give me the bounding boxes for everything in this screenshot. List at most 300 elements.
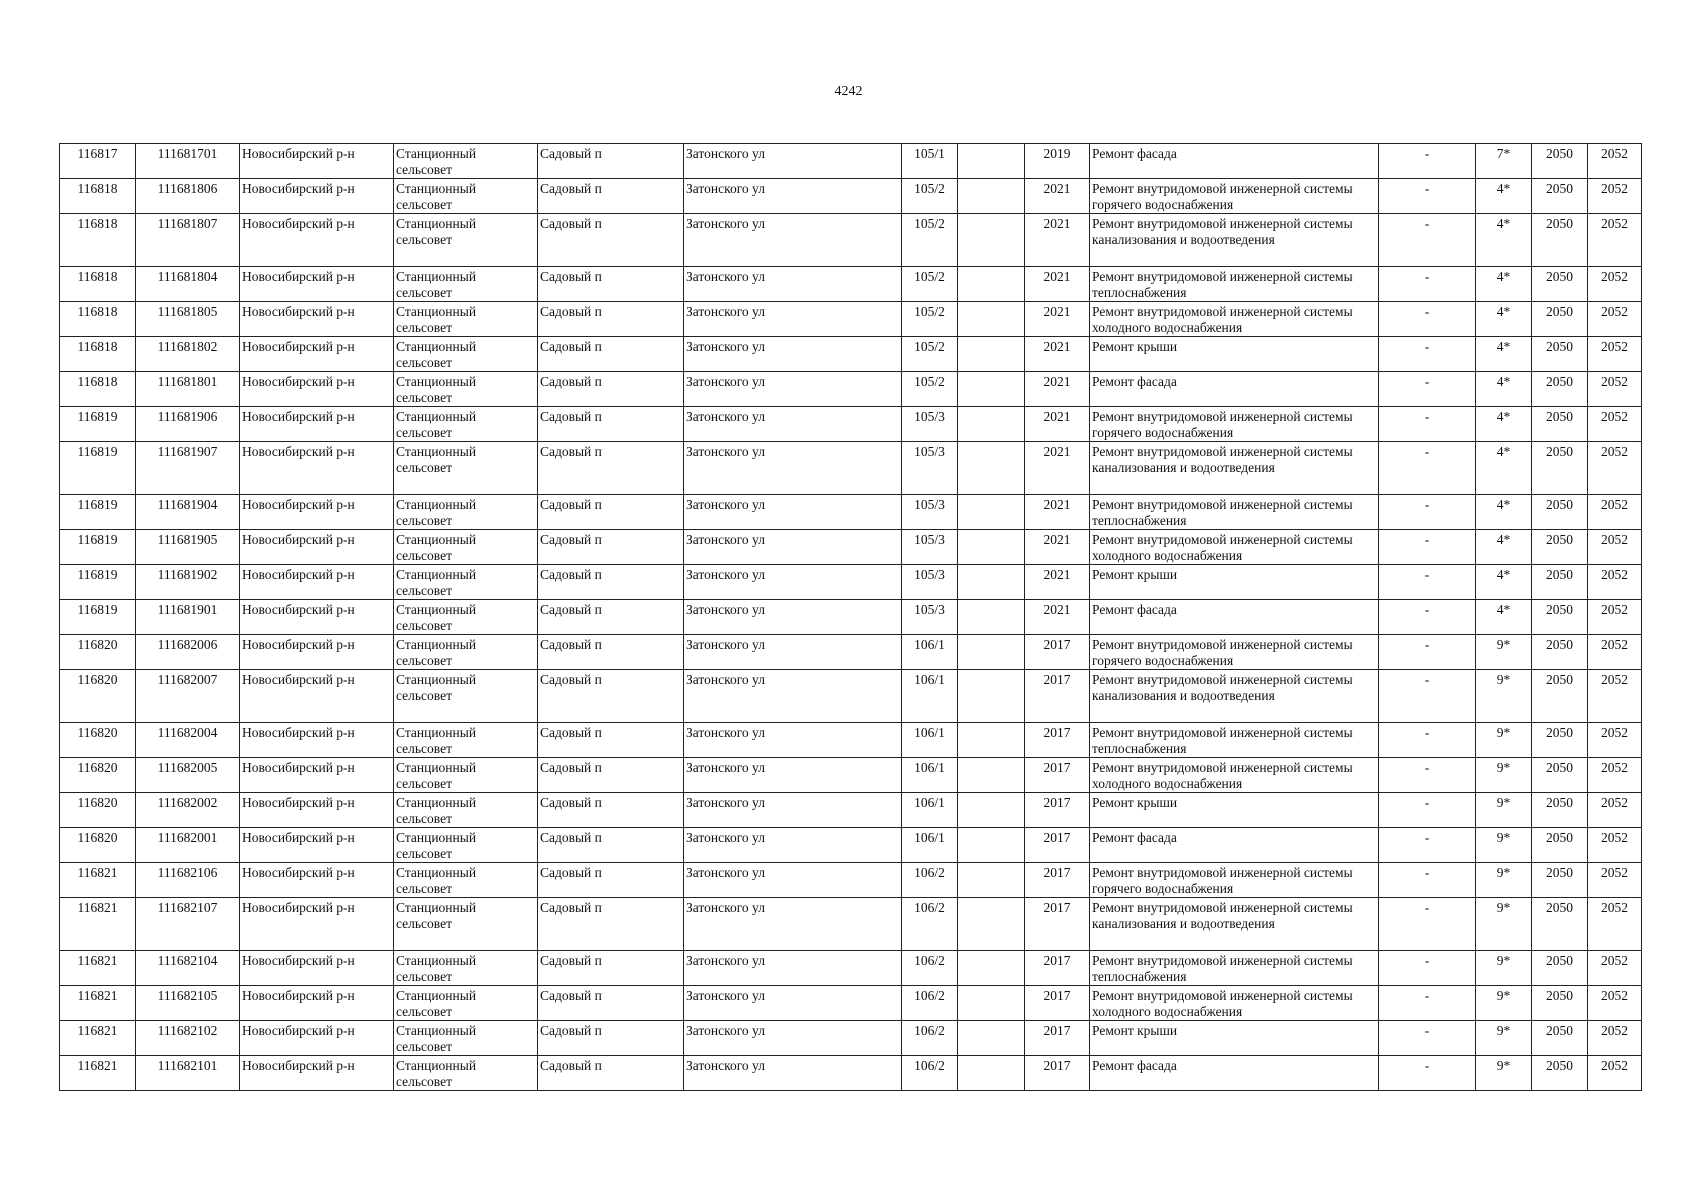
street-cell: Затонского ул [684,337,902,372]
municipality-cell: Станционный сельсовет [394,828,538,863]
table-row [60,986,1642,1021]
year-cell: 2021 [1025,337,1090,372]
year-cell: 2017 [1025,758,1090,793]
year-cell: 2017 [1025,1021,1090,1056]
settlement-cell: Садовый п [538,442,684,495]
dash-cell: - [1379,337,1476,372]
start-year-cell: 2050 [1532,442,1588,495]
dash-cell: - [1379,793,1476,828]
settlement-cell: Садовый п [538,758,684,793]
year-cell: 2017 [1025,670,1090,723]
settlement-cell: Садовый п [538,898,684,951]
start-year-cell: 2050 [1532,600,1588,635]
street-cell: Затонского ул [684,986,902,1021]
year-cell: 2021 [1025,372,1090,407]
floors-cell: 4* [1476,495,1532,530]
house-number-cell: 106/2 [902,863,958,898]
house-id-cell: 116819 [60,565,136,600]
end-year-cell: 2052 [1588,407,1642,442]
municipality-cell: Станционный сельсовет [394,179,538,214]
dash-cell: - [1379,1021,1476,1056]
house-number-cell: 106/2 [902,1056,958,1091]
floors-cell: 4* [1476,214,1532,267]
work-id-cell: 111681902 [136,565,240,600]
year-cell: 2021 [1025,495,1090,530]
house-id-cell: 116820 [60,828,136,863]
house-id-cell: 116818 [60,337,136,372]
building-cell [958,758,1025,793]
end-year-cell: 2052 [1588,758,1642,793]
dash-cell: - [1379,828,1476,863]
end-year-cell: 2052 [1588,530,1642,565]
work-type-cell: Ремонт внутридомовой инженерной системы горячего водоснабжения [1090,407,1379,442]
table-row [60,723,1642,758]
settlement-cell: Садовый п [538,267,684,302]
start-year-cell: 2050 [1532,1056,1588,1091]
table-row [60,267,1642,302]
municipality-cell: Станционный сельсовет [394,407,538,442]
work-type-cell: Ремонт внутридомовой инженерной системы канализования и водоотведения [1090,214,1379,267]
municipality-cell: Станционный сельсовет [394,986,538,1021]
work-id-cell: 111682001 [136,828,240,863]
start-year-cell: 2050 [1532,144,1588,179]
building-cell [958,337,1025,372]
start-year-cell: 2050 [1532,565,1588,600]
table-row [60,600,1642,635]
street-cell: Затонского ул [684,214,902,267]
work-id-cell: 111681905 [136,530,240,565]
street-cell: Затонского ул [684,495,902,530]
building-cell [958,828,1025,863]
municipality-cell: Станционный сельсовет [394,635,538,670]
street-cell: Затонского ул [684,758,902,793]
house-number-cell: 106/2 [902,898,958,951]
end-year-cell: 2052 [1588,793,1642,828]
year-cell: 2019 [1025,144,1090,179]
municipality-cell: Станционный сельсовет [394,863,538,898]
street-cell: Затонского ул [684,670,902,723]
work-type-cell: Ремонт внутридомовой инженерной системы канализования и водоотведения [1090,442,1379,495]
table-row [60,1056,1642,1091]
end-year-cell: 2052 [1588,863,1642,898]
street-cell: Затонского ул [684,407,902,442]
work-id-cell: 111681907 [136,442,240,495]
dash-cell: - [1379,372,1476,407]
district-cell: Новосибирский р-н [240,898,394,951]
building-cell [958,1056,1025,1091]
district-cell: Новосибирский р-н [240,635,394,670]
house-id-cell: 116820 [60,723,136,758]
building-cell [958,986,1025,1021]
table-row [60,828,1642,863]
year-cell: 2021 [1025,302,1090,337]
district-cell: Новосибирский р-н [240,530,394,565]
municipality-cell: Станционный сельсовет [394,442,538,495]
dash-cell: - [1379,565,1476,600]
work-type-cell: Ремонт внутридомовой инженерной системы теплоснабжения [1090,267,1379,302]
year-cell: 2021 [1025,530,1090,565]
floors-cell: 4* [1476,302,1532,337]
table-row [60,214,1642,267]
start-year-cell: 2050 [1532,1021,1588,1056]
district-cell: Новосибирский р-н [240,442,394,495]
house-id-cell: 116821 [60,898,136,951]
settlement-cell: Садовый п [538,793,684,828]
dash-cell: - [1379,898,1476,951]
municipality-cell: Станционный сельсовет [394,670,538,723]
municipality-cell: Станционный сельсовет [394,495,538,530]
end-year-cell: 2052 [1588,337,1642,372]
table-row [60,495,1642,530]
dash-cell: - [1379,407,1476,442]
district-cell: Новосибирский р-н [240,179,394,214]
house-id-cell: 116819 [60,407,136,442]
work-id-cell: 111681805 [136,302,240,337]
house-number-cell: 105/2 [902,337,958,372]
house-number-cell: 105/2 [902,267,958,302]
year-cell: 2017 [1025,1056,1090,1091]
district-cell: Новосибирский р-н [240,337,394,372]
year-cell: 2021 [1025,407,1090,442]
street-cell: Затонского ул [684,1056,902,1091]
end-year-cell: 2052 [1588,670,1642,723]
street-cell: Затонского ул [684,863,902,898]
end-year-cell: 2052 [1588,1021,1642,1056]
floors-cell: 4* [1476,267,1532,302]
table-row [60,635,1642,670]
capital-repair-table [59,143,1642,1091]
work-id-cell: 111682102 [136,1021,240,1056]
work-type-cell: Ремонт крыши [1090,565,1379,600]
dash-cell: - [1379,267,1476,302]
work-id-cell: 111682004 [136,723,240,758]
table-row [60,179,1642,214]
municipality-cell: Станционный сельсовет [394,723,538,758]
house-id-cell: 116820 [60,635,136,670]
floors-cell: 4* [1476,372,1532,407]
house-number-cell: 106/2 [902,1021,958,1056]
street-cell: Затонского ул [684,302,902,337]
street-cell: Затонского ул [684,372,902,407]
dash-cell: - [1379,530,1476,565]
start-year-cell: 2050 [1532,986,1588,1021]
floors-cell: 4* [1476,179,1532,214]
settlement-cell: Садовый п [538,372,684,407]
start-year-cell: 2050 [1532,670,1588,723]
floors-cell: 9* [1476,898,1532,951]
building-cell [958,635,1025,670]
house-number-cell: 105/3 [902,600,958,635]
street-cell: Затонского ул [684,1021,902,1056]
work-type-cell: Ремонт внутридомовой инженерной системы канализования и водоотведения [1090,670,1379,723]
year-cell: 2021 [1025,267,1090,302]
house-number-cell: 105/1 [902,144,958,179]
work-id-cell: 111681801 [136,372,240,407]
settlement-cell: Садовый п [538,951,684,986]
house-number-cell: 105/3 [902,495,958,530]
work-id-cell: 111682007 [136,670,240,723]
work-type-cell: Ремонт внутридомовой инженерной системы холодного водоснабжения [1090,302,1379,337]
house-id-cell: 116819 [60,442,136,495]
table-row [60,302,1642,337]
table-row [60,144,1642,179]
year-cell: 2021 [1025,179,1090,214]
municipality-cell: Станционный сельсовет [394,898,538,951]
dash-cell: - [1379,302,1476,337]
street-cell: Затонского ул [684,565,902,600]
work-type-cell: Ремонт внутридомовой инженерной системы горячего водоснабжения [1090,635,1379,670]
building-cell [958,302,1025,337]
work-id-cell: 111681901 [136,600,240,635]
municipality-cell: Станционный сельсовет [394,758,538,793]
floors-cell: 9* [1476,723,1532,758]
dash-cell: - [1379,144,1476,179]
municipality-cell: Станционный сельсовет [394,372,538,407]
street-cell: Затонского ул [684,898,902,951]
building-cell [958,214,1025,267]
floors-cell: 4* [1476,565,1532,600]
start-year-cell: 2050 [1532,863,1588,898]
year-cell: 2017 [1025,793,1090,828]
house-id-cell: 116820 [60,793,136,828]
house-id-cell: 116818 [60,267,136,302]
start-year-cell: 2050 [1532,828,1588,863]
house-number-cell: 106/1 [902,758,958,793]
district-cell: Новосибирский р-н [240,828,394,863]
house-id-cell: 116817 [60,144,136,179]
street-cell: Затонского ул [684,144,902,179]
municipality-cell: Станционный сельсовет [394,267,538,302]
dash-cell: - [1379,863,1476,898]
work-id-cell: 111681807 [136,214,240,267]
table-row [60,951,1642,986]
end-year-cell: 2052 [1588,723,1642,758]
building-cell [958,144,1025,179]
work-type-cell: Ремонт фасада [1090,372,1379,407]
municipality-cell: Станционный сельсовет [394,144,538,179]
street-cell: Затонского ул [684,442,902,495]
district-cell: Новосибирский р-н [240,758,394,793]
house-id-cell: 116821 [60,1056,136,1091]
work-id-cell: 111682107 [136,898,240,951]
work-id-cell: 111681906 [136,407,240,442]
work-id-cell: 111682104 [136,951,240,986]
settlement-cell: Садовый п [538,600,684,635]
settlement-cell: Садовый п [538,179,684,214]
work-id-cell: 111682005 [136,758,240,793]
house-id-cell: 116821 [60,951,136,986]
start-year-cell: 2050 [1532,635,1588,670]
street-cell: Затонского ул [684,600,902,635]
end-year-cell: 2052 [1588,600,1642,635]
floors-cell: 4* [1476,530,1532,565]
floors-cell: 9* [1476,1021,1532,1056]
year-cell: 2017 [1025,863,1090,898]
district-cell: Новосибирский р-н [240,302,394,337]
street-cell: Затонского ул [684,267,902,302]
municipality-cell: Станционный сельсовет [394,302,538,337]
house-number-cell: 105/3 [902,530,958,565]
building-cell [958,793,1025,828]
building-cell [958,179,1025,214]
end-year-cell: 2052 [1588,442,1642,495]
table-row [60,898,1642,951]
work-type-cell: Ремонт внутридомовой инженерной системы горячего водоснабжения [1090,179,1379,214]
floors-cell: 4* [1476,442,1532,495]
start-year-cell: 2050 [1532,267,1588,302]
house-id-cell: 116821 [60,1021,136,1056]
table-body [60,144,1642,1091]
house-id-cell: 116820 [60,670,136,723]
settlement-cell: Садовый п [538,337,684,372]
building-cell [958,1021,1025,1056]
street-cell: Затонского ул [684,828,902,863]
district-cell: Новосибирский р-н [240,372,394,407]
start-year-cell: 2050 [1532,793,1588,828]
municipality-cell: Станционный сельсовет [394,337,538,372]
house-number-cell: 106/1 [902,793,958,828]
table-row [60,407,1642,442]
district-cell: Новосибирский р-н [240,986,394,1021]
district-cell: Новосибирский р-н [240,951,394,986]
floors-cell: 9* [1476,793,1532,828]
year-cell: 2021 [1025,600,1090,635]
house-id-cell: 116818 [60,372,136,407]
settlement-cell: Садовый п [538,1056,684,1091]
end-year-cell: 2052 [1588,302,1642,337]
building-cell [958,723,1025,758]
house-id-cell: 116820 [60,758,136,793]
year-cell: 2021 [1025,442,1090,495]
year-cell: 2017 [1025,951,1090,986]
district-cell: Новосибирский р-н [240,495,394,530]
table-row [60,1021,1642,1056]
building-cell [958,898,1025,951]
municipality-cell: Станционный сельсовет [394,565,538,600]
floors-cell: 7* [1476,144,1532,179]
house-number-cell: 106/1 [902,670,958,723]
work-type-cell: Ремонт внутридомовой инженерной системы холодного водоснабжения [1090,758,1379,793]
work-id-cell: 111681904 [136,495,240,530]
house-id-cell: 116818 [60,179,136,214]
house-number-cell: 105/2 [902,179,958,214]
year-cell: 2017 [1025,986,1090,1021]
end-year-cell: 2052 [1588,828,1642,863]
dash-cell: - [1379,723,1476,758]
table-row [60,530,1642,565]
end-year-cell: 2052 [1588,144,1642,179]
dash-cell: - [1379,986,1476,1021]
building-cell [958,530,1025,565]
table-row [60,565,1642,600]
table-row [60,670,1642,723]
dash-cell: - [1379,214,1476,267]
dash-cell: - [1379,179,1476,214]
start-year-cell: 2050 [1532,898,1588,951]
building-cell [958,407,1025,442]
dash-cell: - [1379,635,1476,670]
settlement-cell: Садовый п [538,670,684,723]
end-year-cell: 2052 [1588,986,1642,1021]
house-number-cell: 106/1 [902,828,958,863]
settlement-cell: Садовый п [538,723,684,758]
end-year-cell: 2052 [1588,1056,1642,1091]
start-year-cell: 2050 [1532,372,1588,407]
floors-cell: 9* [1476,635,1532,670]
floors-cell: 9* [1476,758,1532,793]
house-id-cell: 116819 [60,530,136,565]
settlement-cell: Садовый п [538,214,684,267]
year-cell: 2017 [1025,898,1090,951]
floors-cell: 9* [1476,828,1532,863]
work-id-cell: 111681804 [136,267,240,302]
dash-cell: - [1379,951,1476,986]
municipality-cell: Станционный сельсовет [394,951,538,986]
start-year-cell: 2050 [1532,302,1588,337]
settlement-cell: Садовый п [538,1021,684,1056]
floors-cell: 9* [1476,1056,1532,1091]
work-type-cell: Ремонт внутридомовой инженерной системы теплоснабжения [1090,495,1379,530]
building-cell [958,600,1025,635]
building-cell [958,267,1025,302]
start-year-cell: 2050 [1532,951,1588,986]
settlement-cell: Садовый п [538,863,684,898]
district-cell: Новосибирский р-н [240,565,394,600]
building-cell [958,670,1025,723]
settlement-cell: Садовый п [538,302,684,337]
house-number-cell: 106/1 [902,635,958,670]
work-type-cell: Ремонт фасада [1090,828,1379,863]
dash-cell: - [1379,1056,1476,1091]
municipality-cell: Станционный сельсовет [394,1056,538,1091]
floors-cell: 4* [1476,407,1532,442]
house-id-cell: 116821 [60,863,136,898]
work-id-cell: 111682002 [136,793,240,828]
house-id-cell: 116818 [60,214,136,267]
settlement-cell: Садовый п [538,635,684,670]
settlement-cell: Садовый п [538,986,684,1021]
start-year-cell: 2050 [1532,179,1588,214]
district-cell: Новосибирский р-н [240,723,394,758]
building-cell [958,442,1025,495]
work-type-cell: Ремонт крыши [1090,1021,1379,1056]
table-row [60,793,1642,828]
house-number-cell: 105/2 [902,302,958,337]
house-number-cell: 105/2 [902,214,958,267]
house-id-cell: 116819 [60,600,136,635]
district-cell: Новосибирский р-н [240,600,394,635]
building-cell [958,863,1025,898]
floors-cell: 9* [1476,951,1532,986]
house-number-cell: 105/3 [902,442,958,495]
end-year-cell: 2052 [1588,951,1642,986]
settlement-cell: Садовый п [538,144,684,179]
work-id-cell: 111682006 [136,635,240,670]
floors-cell: 9* [1476,670,1532,723]
floors-cell: 9* [1476,863,1532,898]
end-year-cell: 2052 [1588,495,1642,530]
street-cell: Затонского ул [684,179,902,214]
work-type-cell: Ремонт внутридомовой инженерной системы горячего водоснабжения [1090,863,1379,898]
district-cell: Новосибирский р-н [240,267,394,302]
table-row [60,337,1642,372]
building-cell [958,495,1025,530]
house-number-cell: 106/1 [902,723,958,758]
work-type-cell: Ремонт фасада [1090,144,1379,179]
work-type-cell: Ремонт крыши [1090,337,1379,372]
year-cell: 2021 [1025,214,1090,267]
house-id-cell: 116821 [60,986,136,1021]
